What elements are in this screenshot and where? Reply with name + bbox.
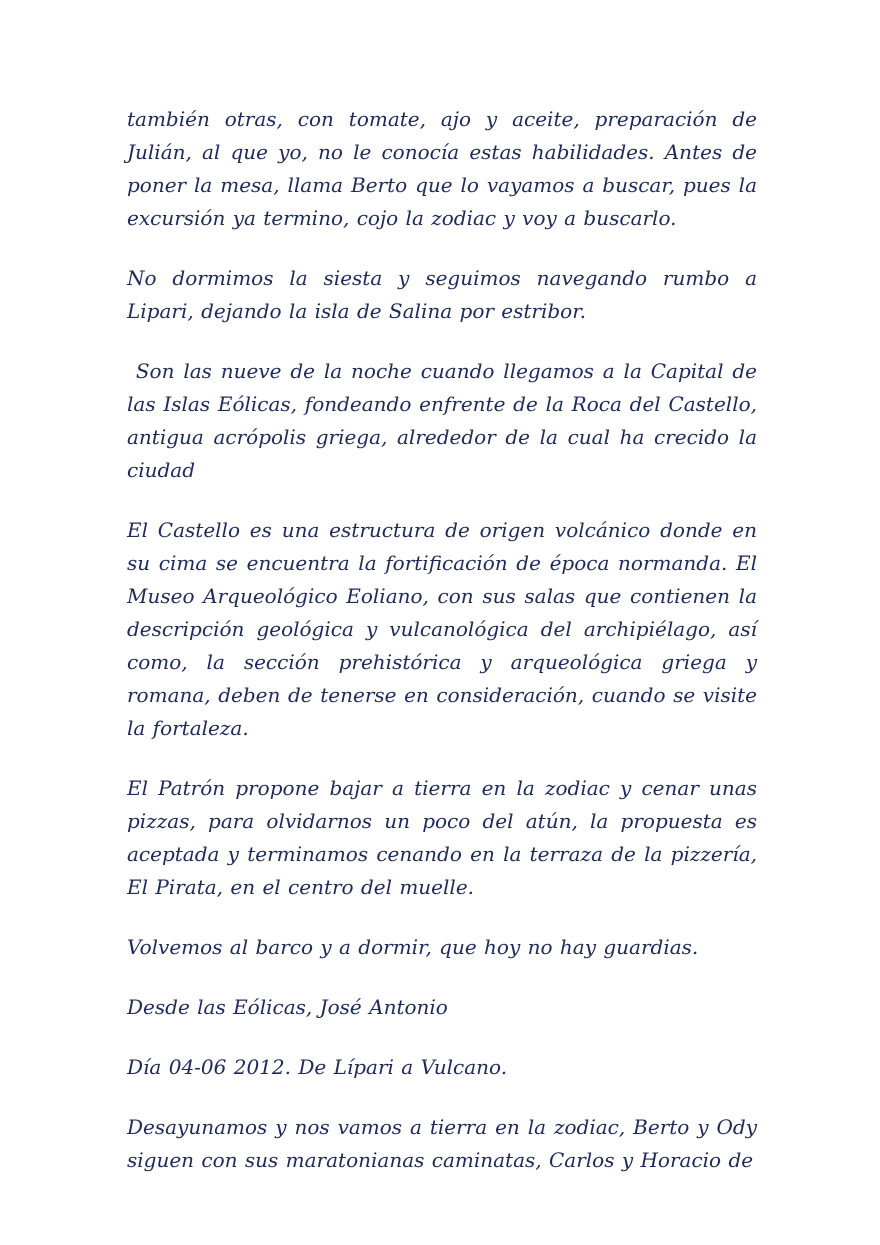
document-body	[127, 103, 757, 1177]
paragraph-julian-cooking: también otras, con tomate, ajo y aceite, preparación de Julián, al que yo, no le conocía estas habilidades. Antes de poner la mesa, llama Berto que lo vayamos a buscar, pues la excursión ya termino, cojo la zodiac y voy a buscarlo.	[127, 107, 757, 230]
paragraph-back-to-boat: Volvemos al barco y a dormir, que hoy no hay guardias.	[127, 935, 699, 959]
day-heading: Día 04-06 2012. De Lípari a Vulcano.	[127, 1055, 508, 1079]
paragraph-sailing-to-lipari: No dormimos la siesta y seguimos navegando rumbo a Lipari, dejando la isla de Salina por estribor.	[127, 266, 757, 323]
paragraph-pizza-dinner: El Patrón propone bajar a tierra en la zodiac y cenar unas pizzas, para olvidarnos un poco del atún, la propuesta es aceptada y terminamos cenando en la terraza de la pizzería, El Pirata, en el centro del muelle.	[127, 776, 757, 899]
paragraph-breakfast: Desayunamos y nos vamos a tierra en la zodiac, Berto y Ody siguen con sus maratonianas caminatas, Carlos y Horacio de	[127, 1115, 757, 1172]
paragraph-castello-museum: El Castello es una estructura de origen volcánico donde en su cima se encuentra la fortificación de época normanda. El Museo Arqueológico Eoliano, con sus salas que contienen la descripción geológica y vulcanológica del archipiélago, así como, la sección prehistórica y arqueológica griega y romana, deben de tenerse en consideración, cuando se visite la fortaleza.	[127, 518, 757, 740]
signature-line: Desde las Eólicas, José Antonio	[127, 995, 448, 1019]
paragraph-arrival-capital: Son las nueve de la noche cuando llegamos a la Capital de las Islas Eólicas, fondeando enfrente de la Roca del Castello, antigua acrópolis griega, alrededor de la cual ha crecido la ciudad	[127, 359, 757, 482]
